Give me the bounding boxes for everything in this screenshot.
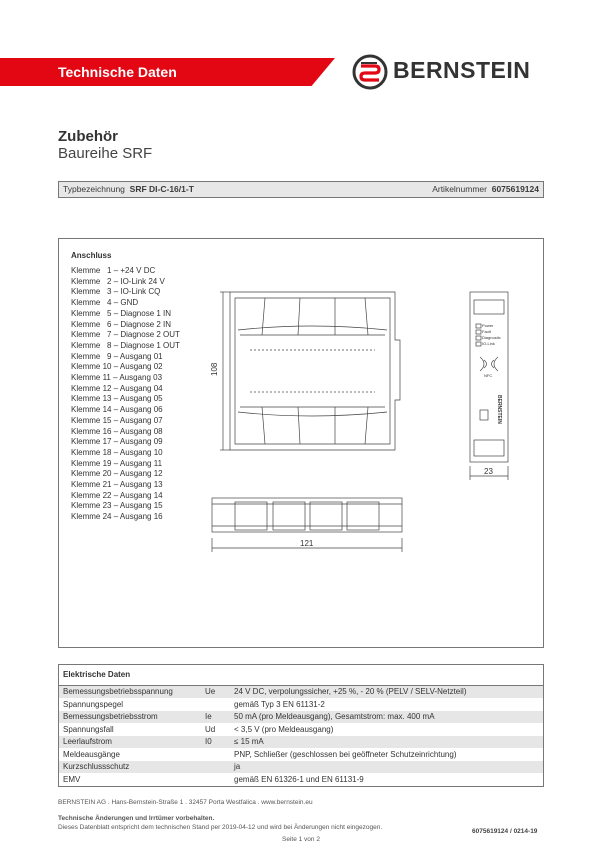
terminal-item: Klemme 20 – Ausgang 12: [71, 469, 163, 479]
terminal-item: Klemme 2 – IO-Link 24 V: [71, 276, 165, 286]
electrical-data-rows: [59, 686, 543, 786]
type-value: SRF DI-C-16/1-T: [129, 184, 194, 194]
table-row: [59, 761, 543, 774]
footer-note: Technische Änderungen und Irrtümer vorbehalten.: [58, 815, 215, 822]
terminal-item: Klemme 22 – Ausgang 14: [71, 490, 163, 500]
row-label: Kurzschlussschutz: [63, 762, 130, 771]
electrical-data-title: Elektrische Daten: [59, 665, 543, 686]
connection-title: Anschluss: [71, 251, 112, 260]
header-title: Technische Daten: [58, 64, 177, 80]
row-symbol: Ue: [205, 687, 216, 696]
led-diagnostic: Diagnostic: [482, 335, 501, 340]
type-designation: [63, 182, 194, 197]
type-bar: [58, 181, 544, 198]
row-value: 24 V DC, verpolungssicher, +25 %, - 20 % (PELV / SELV-Netzteil): [234, 687, 467, 696]
row-label: Meldeausgänge: [63, 749, 120, 759]
dim-height: 108: [210, 362, 219, 376]
row-symbol: I0: [205, 737, 212, 746]
terminal-item: Klemme 12 – Ausgang 04: [71, 383, 163, 393]
row-label: Spannungsfall: [63, 724, 114, 734]
terminal-item: Klemme 15 – Ausgang 07: [71, 415, 163, 425]
row-label: EMV: [63, 774, 81, 784]
table-row: [59, 711, 543, 724]
terminal-item: Klemme 13 – Ausgang 05: [71, 394, 163, 404]
terminal-item: Klemme 1 – +24 V DC: [71, 266, 156, 275]
row-value: PNP, Schließer (geschlossen bei geöffneter Schutzeinrichtung): [234, 749, 457, 759]
side-view: [470, 292, 508, 480]
footer-disclaimer: Dieses Datenblatt entspricht dem technischen Stand per 2019-04-12 und wird bei Änderungen nicht eingezogen.: [58, 824, 383, 831]
terminal-item: Klemme 10 – Ausgang 02: [71, 362, 163, 372]
terminal-item: Klemme 3 – IO-Link CQ: [71, 287, 161, 297]
led-iolink: IO-Link: [482, 341, 495, 346]
dim-width: 121: [300, 539, 314, 548]
device-brand: BERNSTEIN: [496, 395, 502, 424]
terminal-item: Klemme 17 – Ausgang 09: [71, 437, 163, 447]
row-value: gemäß Typ 3 EN 61131-2: [234, 699, 325, 709]
type-label: Typbezeichnung: [63, 184, 125, 194]
page-subtitle: Baureihe SRF: [58, 145, 153, 162]
terminal-item: Klemme 21 – Ausgang 13: [71, 480, 163, 489]
terminal-item: Klemme 9 – Ausgang 01: [71, 351, 163, 361]
row-symbol: Ie: [205, 712, 212, 721]
table-row: [59, 736, 543, 749]
terminal-item: Klemme 14 – Ausgang 06: [71, 405, 163, 415]
table-row: [59, 699, 543, 712]
row-label: Bemessungsbetriebsspannung: [63, 687, 173, 696]
table-row: [59, 724, 543, 737]
row-label: Leerlaufstrom: [63, 737, 112, 746]
electrical-data-table: [58, 664, 544, 787]
led-power: Power: [482, 323, 494, 328]
row-label: Spannungspegel: [63, 699, 124, 709]
nfc-label: NFC: [484, 373, 493, 378]
row-value: < 3,5 V (pro Meldeausgang): [234, 724, 334, 734]
terminal-item: Klemme 6 – Diagnose 2 IN: [71, 319, 172, 329]
table-row: [59, 774, 543, 787]
row-value: gemäß EN 61326-1 und EN 61131-9: [234, 774, 364, 784]
terminal-item: Klemme 5 – Diagnose 1 IN: [71, 308, 172, 318]
technical-drawing: [180, 280, 540, 580]
brand-name: BERNSTEIN: [393, 57, 531, 83]
terminal-item: Klemme 19 – Ausgang 11: [71, 458, 163, 468]
row-value: 50 mA (pro Meldeausgang), Gesamtstrom: max. 400 mA: [234, 712, 435, 721]
table-row: [59, 749, 543, 762]
row-value: ≤ 15 mA: [234, 737, 264, 746]
table-row: [59, 686, 543, 699]
dim-depth: 23: [484, 467, 493, 476]
terminal-item: Klemme 16 – Ausgang 08: [71, 426, 163, 436]
row-label: Bemessungsbetriebsstrom: [63, 712, 158, 721]
terminal-item: Klemme 7 – Diagnose 2 OUT: [71, 330, 180, 340]
front-view: [220, 292, 400, 450]
article-label: Artikelnummer: [432, 184, 487, 194]
page-title: Zubehör: [58, 128, 118, 145]
terminal-item: Klemme 4 – GND: [71, 298, 139, 308]
row-value: ja: [234, 762, 241, 771]
page-number: Seite 1 von 2: [282, 836, 320, 843]
terminal-item: Klemme 11 – Ausgang 03: [71, 373, 163, 382]
terminal-item: Klemme 18 – Ausgang 10: [71, 447, 163, 457]
footer-address: BERNSTEIN AG . Hans-Bernstein-Straße 1 . 32457 Porta Westfalica . www.bernstein.eu: [58, 799, 313, 806]
led-fault: Fault: [482, 329, 491, 334]
document-code: 6075619124 / 0214-19: [472, 828, 538, 835]
row-symbol: Ud: [205, 724, 216, 734]
terminal-item: Klemme 24 – Ausgang 16: [71, 512, 163, 522]
article-value: 6075619124: [491, 184, 539, 194]
terminal-item: Klemme 8 – Diagnose 1 OUT: [71, 340, 180, 350]
article-number: [432, 182, 539, 197]
terminal-item: Klemme 23 – Ausgang 15: [71, 501, 163, 511]
